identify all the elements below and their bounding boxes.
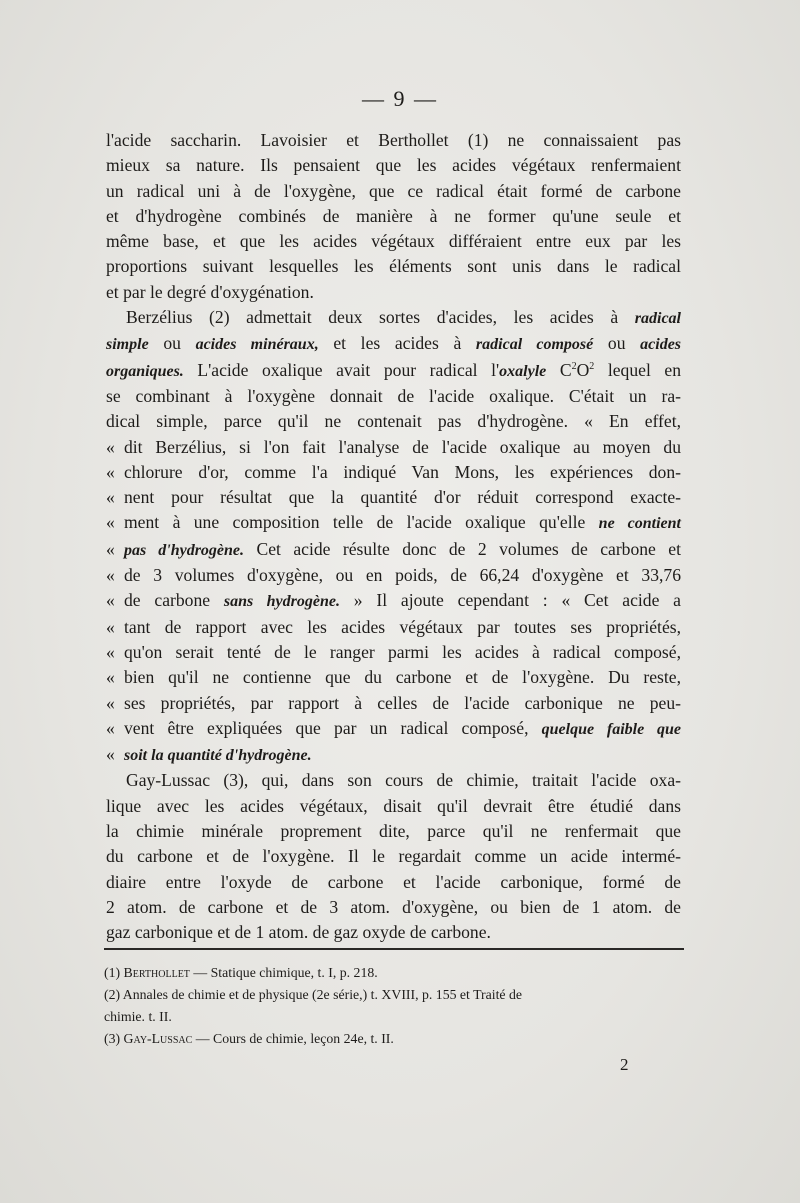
text-line <box>106 510 681 536</box>
text-line <box>106 358 681 384</box>
text-run: vent être expliquées que par un radical composé, <box>124 717 542 738</box>
text-line: gaz carbonique et de 1 atom. de gaz oxyde de carbone. <box>106 922 491 943</box>
text-run: Berzélius (2) admettait deux sortes d'acides, les acides à <box>126 307 635 328</box>
text-line: l'acide saccharin. Lavoisier et Berthollet (1) ne connaissaient pas <box>106 130 681 150</box>
text-run: L'acide oxalique avait pour radical l' <box>183 359 500 380</box>
italic-run: simple <box>106 336 149 354</box>
text-run: ment à une composition telle de l'acide oxalique qu'elle <box>124 512 599 533</box>
text-run: ses propriétés, par rapport à celles de l'acide carbonique ne peu- <box>124 692 681 713</box>
text-line <box>106 305 681 331</box>
text-run: Cet acide résulte donc de 2 volumes de carbone et <box>244 538 681 559</box>
text-line: Gay-Lussac (3), qui, dans son cours de chimie, traitait l'acide oxa- <box>126 770 681 791</box>
quote-mark: « <box>106 692 115 713</box>
text-line: diaire entre l'oxyde de carbone et l'acide carbonique, formé de <box>106 871 681 892</box>
quote-mark: « <box>106 512 115 533</box>
text-line: un radical uni à de l'oxygène, que ce radical était formé de carbone <box>106 180 681 201</box>
quote-mark: « <box>106 641 115 662</box>
text-run: nent pour résultat que la quantité d'or réduit correspond exacte- <box>124 487 681 508</box>
footnote-rule <box>104 948 684 950</box>
footnote-text: — Statique chimique, t. I, p. 218. <box>189 965 378 980</box>
footnotes <box>104 962 694 1050</box>
quote-mark: « <box>106 565 115 586</box>
text-run: O <box>576 359 590 380</box>
text-line: et par le degré d'oxygénation. <box>106 281 314 302</box>
footnote-number: (1) <box>104 965 121 980</box>
text-line: mieux sa nature. Ils pensaient que les acides végétaux renfermaient <box>106 155 681 176</box>
footnote-2 <box>104 984 694 1006</box>
quote-mark: « <box>106 436 115 457</box>
text-line: 2 atom. de carbone et de 3 atom. d'oxygène, ou bien de 1 atom. de <box>106 896 681 917</box>
text-run: tant de rapport avec les acides végétaux par toutes ses propriétés, <box>124 616 681 637</box>
footnote-3 <box>104 1028 694 1050</box>
text-line <box>106 640 681 665</box>
text-line: lique avec les acides végétaux, disait qu'il devrait être étudié dans <box>106 795 681 816</box>
text-line <box>106 563 681 588</box>
text-line <box>106 665 681 690</box>
text-run: ou <box>593 333 641 354</box>
text-run: bien qu'il ne contienne que du carbone et de l'oxygène. Du reste, <box>124 667 681 688</box>
text-line: du carbone et de l'oxygène. Il le regardait comme un acide intermé- <box>106 846 681 867</box>
italic-run: oxalyle <box>499 362 547 380</box>
footnote-1 <box>104 962 694 984</box>
quote-mark: « <box>106 744 115 765</box>
italic-run: acides <box>640 336 682 354</box>
signature-mark: 2 <box>620 1055 629 1074</box>
paragraph-3 <box>106 768 681 945</box>
text-line: la chimie minérale proprement dite, parce qu'il ne renfermait que <box>106 821 681 842</box>
text-line: proportions suivant lesquelles les éléments sont unis dans le radical <box>106 256 681 277</box>
text-line <box>106 742 681 768</box>
text-line: et d'hydrogène combinés de manière à ne former qu'une seule et <box>106 205 681 226</box>
footnote-text: — Cours de chimie, leçon 24e, t. II. <box>192 1031 394 1046</box>
text-line <box>106 691 681 716</box>
text-line <box>106 460 681 485</box>
quote-mark: « <box>106 487 115 508</box>
quote-mark: « <box>106 717 115 738</box>
italic-run: radical <box>634 310 681 328</box>
superscript: 2 <box>571 360 577 372</box>
italic-run: sans hydrogène. <box>223 593 340 611</box>
footnote-author: Berthollet <box>123 965 190 980</box>
text-line: dical simple, parce qu'il ne contenait pas d'hydrogène. « En effet, <box>106 411 681 432</box>
text-run: » Il ajoute cependant : « Cet acide a <box>339 590 681 611</box>
text-line <box>106 331 681 357</box>
text-line <box>106 435 681 460</box>
text-line <box>106 588 681 614</box>
text-line <box>106 485 681 510</box>
quote-mark: « <box>106 461 115 482</box>
italic-run: acides minéraux, <box>195 336 319 354</box>
text-line <box>106 615 681 640</box>
footnote-number: (2) <box>104 987 121 1002</box>
italic-run: quelque faible que <box>541 720 681 738</box>
text-run: dit Berzélius, si l'on fait l'analyse de l'acide oxalique au moyen du <box>124 436 681 457</box>
text-line <box>106 716 681 742</box>
italic-run: organiques. <box>106 362 184 380</box>
italic-run: radical composé <box>475 336 594 354</box>
italic-run: soit la quantité d'hydrogène. <box>124 747 312 765</box>
text-run: C <box>546 359 572 380</box>
footnote-2-continued: chimie. t. II. <box>104 1009 172 1024</box>
quote-mark: « <box>106 667 115 688</box>
superscript: 2 <box>589 360 595 372</box>
text-run: chlorure d'or, comme l'a indiqué Van Mons, les expériences don- <box>124 461 681 482</box>
paragraph-1 <box>106 128 681 305</box>
text-run: de 3 volumes d'oxygène, ou en poids, de 66,24 d'oxygène et 33,76 <box>124 565 681 586</box>
paragraph-2 <box>106 305 681 768</box>
italic-run: ne contient <box>598 515 681 533</box>
text-run: de carbone <box>124 590 224 611</box>
main-text <box>106 128 681 946</box>
text-line: se combinant à l'oxygène donnait de l'acide oxalique. C'était un ra- <box>106 385 681 406</box>
text-line: même base, et que les acides végétaux différaient entre eux par les <box>106 231 681 252</box>
text-run: qu'on serait tenté de le ranger parmi les acides à radical composé, <box>124 641 681 662</box>
footnote-text: Annales de chimie et de physique (2e série,) t. XVIII, p. 155 et Traité de <box>120 987 523 1002</box>
text-line <box>106 537 681 563</box>
text-run: lequel en <box>594 359 682 380</box>
footnote-author: Gay-Lussac <box>123 1031 193 1046</box>
text-run: ou <box>148 333 196 354</box>
quote-mark: « <box>106 616 115 637</box>
italic-run: pas d'hydrogène. <box>124 541 245 559</box>
quote-mark: « <box>106 538 115 559</box>
text-run: et les acides à <box>318 333 476 354</box>
page-number: — 9 — <box>362 86 438 111</box>
quote-mark: « <box>106 590 115 611</box>
footnote-number: (3) <box>104 1031 121 1046</box>
